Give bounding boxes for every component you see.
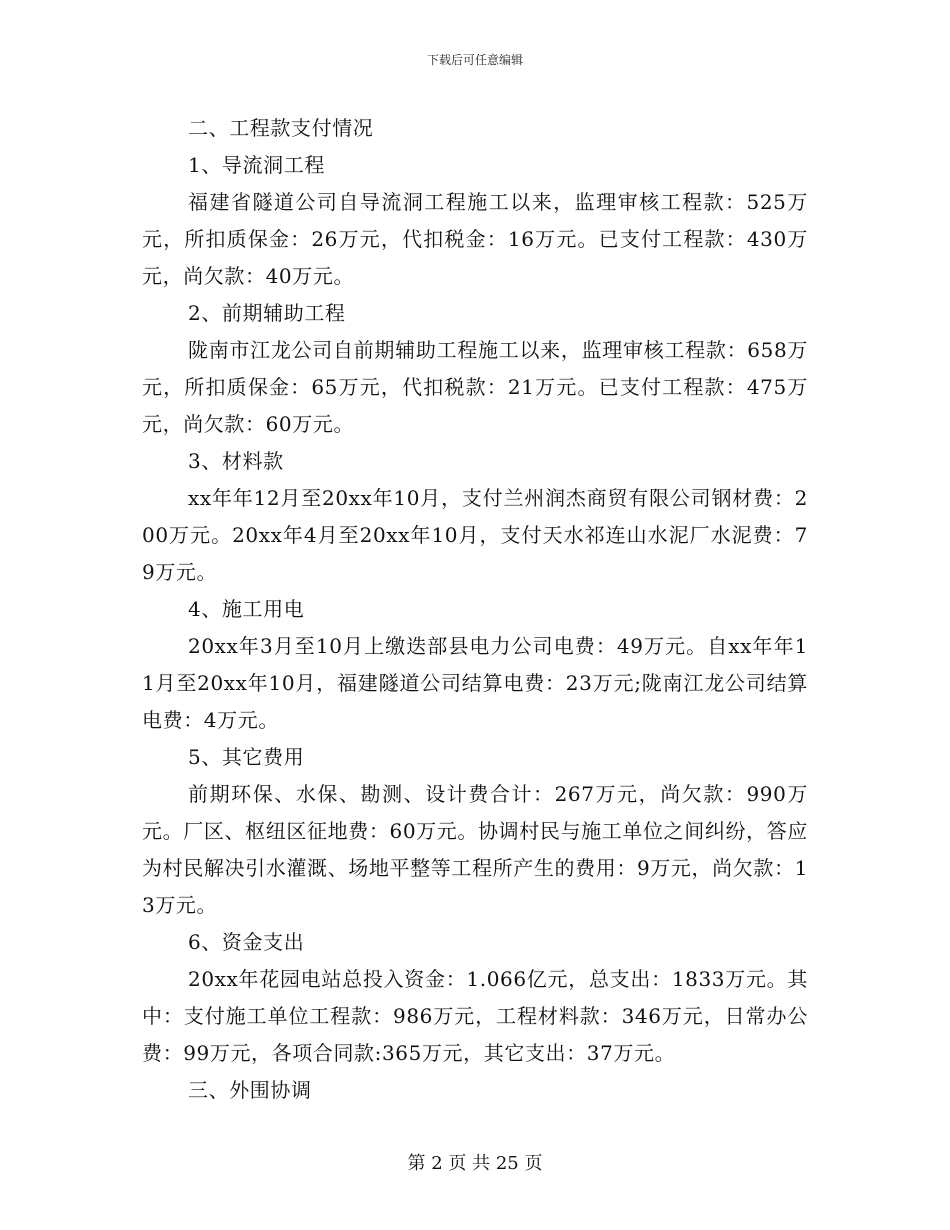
subheading-expenditure: 6、资金支出 — [188, 930, 305, 954]
paragraph-preliminary-works: 陇南市江龙公司自前期辅助工程施工以来，监理审核工程款：658万元，所扣质保金：65万元，代扣税款：21万元。已支付工程款：475万元，尚欠款：60万元。 — [142, 338, 808, 436]
section-heading-payment: 二、工程款支付情况 — [188, 116, 374, 140]
page-number: 第 2 页 共 25 页 — [407, 1153, 543, 1174]
subheading-other-costs: 5、其它费用 — [188, 745, 305, 769]
paragraph-other-costs: 前期环保、水保、勘测、设计费合计：267万元，尚欠款：990万元。厂区、枢纽区征地费：60万元。协调村民与施工单位之间纠纷，答应为村民解决引水灌溉、场地平整等工程所产生的费用：9万元，尚欠款：13万元。 — [142, 782, 808, 917]
paragraph-electricity: 20xx年3月至10月上缴迭部县电力公司电费：49万元。自xx年年11月至20xx年10月，福建隧道公司结算电费：23万元;陇南江龙公司结算电费：4万元。 — [142, 634, 808, 732]
section-heading-coordination: 三、外围协调 — [188, 1078, 312, 1102]
subheading-preliminary-works: 2、前期辅助工程 — [188, 301, 346, 325]
paragraph-diversion-tunnel: 福建省隧道公司自导流洞工程施工以来，监理审核工程款：525万元，所扣质保金：26万元，代扣税金：16万元。已支付工程款：430万元，尚欠款：40万元。 — [142, 190, 808, 288]
document-body — [142, 110, 808, 1109]
paragraph-expenditure: 20xx年花园电站总投入资金：1.066亿元，总支出：1833万元。其中：支付施工单位工程款：986万元，工程材料款：346万元，日常办公费：99万元，各项合同款:365万元，其它支出：37万元。 — [142, 967, 808, 1065]
subheading-diversion-tunnel: 1、导流洞工程 — [188, 153, 325, 177]
paragraph-materials: xx年年12月至20xx年10月，支付兰州润杰商贸有限公司钢材费：200万元。20xx年4月至20xx年10月，支付天水祁连山水泥厂水泥费：79万元。 — [142, 486, 808, 584]
page-header-note: 下载后可任意编辑 — [426, 53, 523, 67]
subheading-materials: 3、材料款 — [188, 449, 284, 473]
subheading-electricity: 4、施工用电 — [188, 597, 305, 621]
